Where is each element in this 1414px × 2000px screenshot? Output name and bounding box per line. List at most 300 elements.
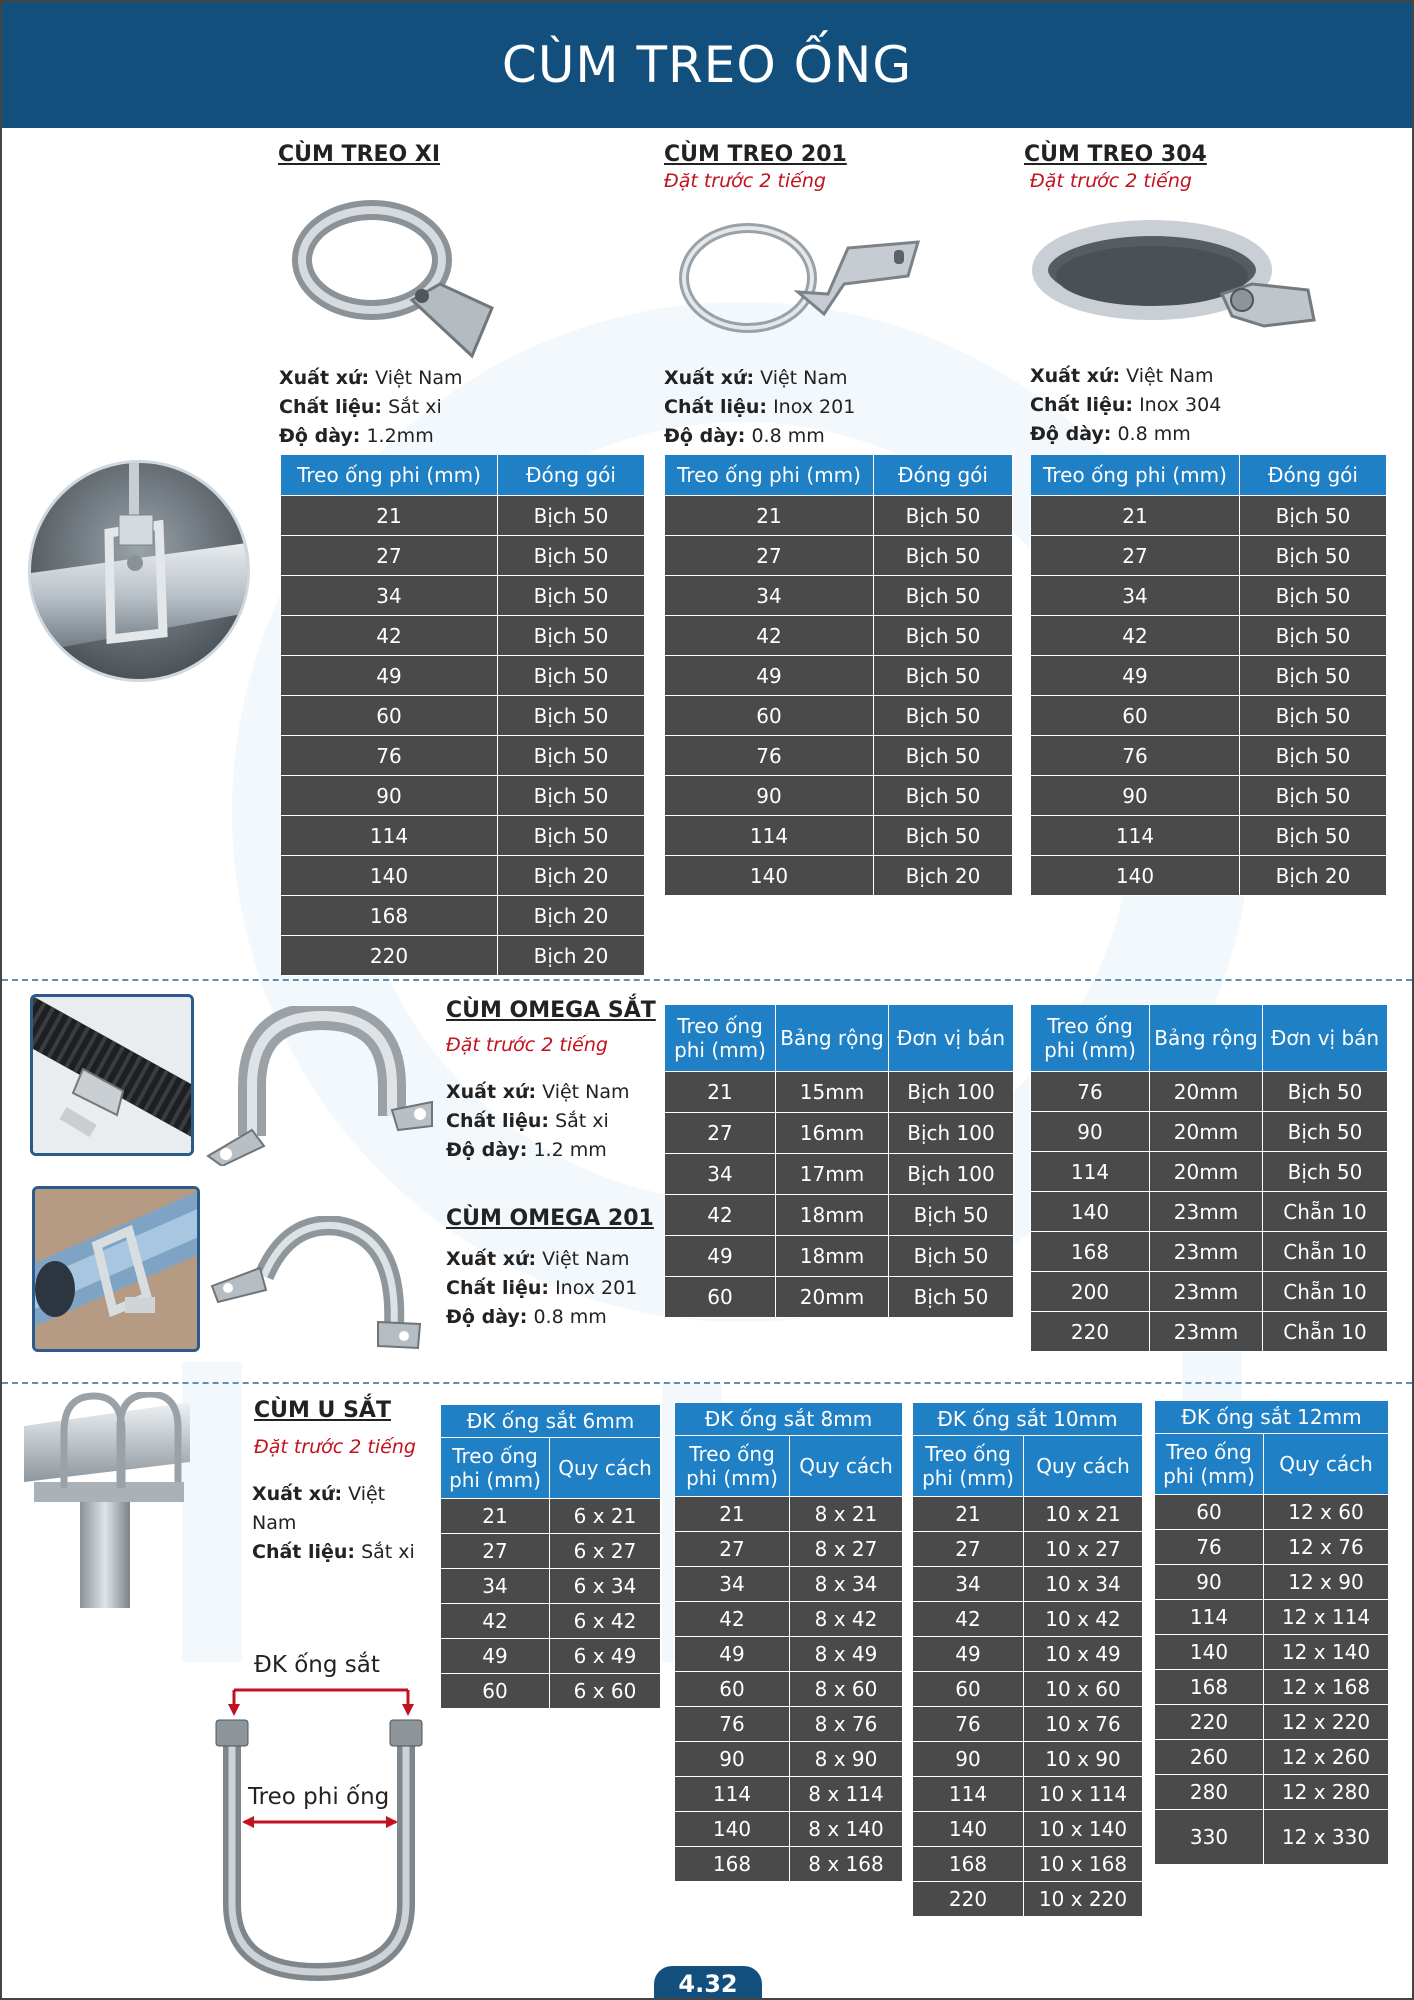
treo-xi-title: CÙM TREO XI — [278, 142, 441, 167]
table-cell: 20mm — [1150, 1112, 1263, 1152]
table-row — [665, 656, 1013, 696]
table-cell: 23mm — [1150, 1312, 1263, 1352]
page-title: CÙM TREO ỐNG — [501, 36, 913, 94]
table-row — [675, 1812, 903, 1847]
table-cell: 168 — [281, 896, 498, 936]
hanger-installed-photo — [28, 460, 250, 682]
table-row — [675, 1847, 903, 1882]
table-row — [665, 1154, 1014, 1195]
table-cell: 60 — [281, 696, 498, 736]
table-cell: Bịch 50 — [874, 736, 1013, 776]
table-cell: Bịch 50 — [889, 1236, 1014, 1277]
u-sat-title: CÙM U SẮT — [254, 1398, 391, 1423]
table-row — [675, 1602, 903, 1637]
table-cell: 23mm — [1150, 1192, 1263, 1232]
table-cell: Bịch 50 — [874, 616, 1013, 656]
u-table-12mm — [1154, 1400, 1389, 1865]
table-row — [1155, 1740, 1389, 1775]
treo-304-image — [1032, 208, 1322, 348]
table-cell: 6 x 34 — [550, 1569, 661, 1604]
treo-201-origin: Việt Nam — [760, 367, 848, 389]
table-row — [281, 936, 645, 976]
table-row — [665, 816, 1013, 856]
table-row — [1031, 1112, 1388, 1152]
u-sat-specs — [252, 1480, 422, 1567]
table-cell: 27 — [441, 1534, 550, 1569]
table-cell: 168 — [1031, 1232, 1150, 1272]
table-header-row — [1155, 1434, 1389, 1495]
table-cell: Bịch 50 — [889, 1195, 1014, 1236]
table-cell: 140 — [1031, 1192, 1150, 1232]
table-row — [665, 616, 1013, 656]
table-cell: 12 x 90 — [1264, 1565, 1389, 1600]
table-row — [913, 1707, 1143, 1742]
table-cell: Bịch 50 — [1240, 696, 1387, 736]
column-header: Đơn vị bán — [889, 1005, 1014, 1072]
table-cell: 34 — [913, 1567, 1024, 1602]
table-cell: 34 — [441, 1569, 550, 1604]
table-row — [1031, 1272, 1388, 1312]
table-cell: 15mm — [776, 1072, 889, 1113]
material-label: Chất liệu: — [446, 1110, 550, 1132]
table-cell: Bịch 20 — [498, 896, 645, 936]
table-cell: Chẵn 10 — [1263, 1232, 1388, 1272]
column-header: Đóng gói — [1240, 455, 1387, 496]
table-row — [281, 616, 645, 656]
table-row — [913, 1497, 1143, 1532]
table-header-row — [913, 1436, 1143, 1497]
table-cell: Bịch 20 — [498, 856, 645, 896]
table-cell: 10 x 27 — [1024, 1532, 1143, 1567]
table-title: ĐK ống sắt 12mm — [1155, 1401, 1389, 1434]
table-cell: 76 — [281, 736, 498, 776]
table-header-row — [665, 455, 1013, 496]
column-header: Đóng gói — [498, 455, 645, 496]
table-cell: 8 x 49 — [790, 1637, 903, 1672]
table-row — [281, 696, 645, 736]
table-row — [665, 496, 1013, 536]
table-cell: 49 — [1031, 656, 1240, 696]
table-row — [1031, 536, 1387, 576]
table-cell: 49 — [675, 1637, 790, 1672]
omega-sat-installed-photo — [30, 994, 194, 1156]
table-row — [1031, 496, 1387, 536]
table-cell: Chẵn 10 — [1263, 1272, 1388, 1312]
table-cell: 140 — [913, 1812, 1024, 1847]
table-cell: 27 — [665, 1113, 776, 1154]
table-cell: 76 — [913, 1707, 1024, 1742]
table-cell: 42 — [281, 616, 498, 656]
page-header — [2, 2, 1412, 128]
column-header: Đơn vị bán — [1263, 1005, 1388, 1072]
table-cell: 114 — [913, 1777, 1024, 1812]
table-cell: Bịch 50 — [498, 776, 645, 816]
table-cell: 90 — [281, 776, 498, 816]
table-title-row — [913, 1403, 1143, 1436]
column-header: Treo ống phi (mm) — [1031, 1005, 1150, 1072]
watermark-bar — [182, 1362, 242, 1662]
treo-xi-table — [280, 454, 645, 976]
table-row — [665, 1277, 1014, 1318]
treo-201-image — [668, 202, 928, 352]
table-cell: 12 x 76 — [1264, 1530, 1389, 1565]
table-cell: Bịch 50 — [498, 696, 645, 736]
table-cell: 23mm — [1150, 1232, 1263, 1272]
table-cell: 21 — [675, 1497, 790, 1532]
table-row — [1031, 776, 1387, 816]
omega-201-title: CÙM OMEGA 201 — [446, 1206, 654, 1231]
table-cell: 8 x 27 — [790, 1532, 903, 1567]
table-row — [441, 1604, 661, 1639]
table-cell: 10 x 168 — [1024, 1847, 1143, 1882]
table-cell: Bịch 50 — [498, 616, 645, 656]
table-row — [1031, 1192, 1388, 1232]
table-cell: 20mm — [1150, 1072, 1263, 1112]
table-cell: Bịch 50 — [874, 656, 1013, 696]
omega-sat-material: Sắt xi — [555, 1110, 609, 1132]
table-cell: 34 — [1031, 576, 1240, 616]
table-cell: 6 x 21 — [550, 1499, 661, 1534]
omega-201-origin: Việt Nam — [542, 1248, 630, 1270]
treo-xi-specs — [279, 364, 463, 451]
column-header: Treo ống phi (mm) — [675, 1436, 790, 1497]
table-cell: 60 — [1031, 696, 1240, 736]
table-row — [675, 1672, 903, 1707]
table-cell: Bịch 50 — [1240, 656, 1387, 696]
table-cell: 220 — [913, 1882, 1024, 1917]
table-cell: 21 — [665, 496, 874, 536]
table-cell: Bịch 100 — [889, 1072, 1014, 1113]
table-cell: 42 — [665, 616, 874, 656]
table-cell: 21 — [1031, 496, 1240, 536]
thickness-label: Độ dày: — [1030, 423, 1112, 445]
omega-201-material: Inox 201 — [555, 1277, 638, 1299]
table-cell: 6 x 49 — [550, 1639, 661, 1674]
table-cell: 12 x 330 — [1264, 1810, 1389, 1865]
column-header: Bảng rộng — [1150, 1005, 1263, 1072]
treo-201-note: Đặt trước 2 tiếng — [664, 170, 826, 192]
table-cell: 10 x 34 — [1024, 1567, 1143, 1602]
table-cell: 10 x 60 — [1024, 1672, 1143, 1707]
table-cell: 42 — [1031, 616, 1240, 656]
u-sat-material: Sắt xi — [361, 1541, 415, 1563]
table-cell: 21 — [913, 1497, 1024, 1532]
table-cell: 8 x 42 — [790, 1602, 903, 1637]
table-cell: 6 x 42 — [550, 1604, 661, 1639]
origin-label: Xuất xứ: — [446, 1248, 537, 1270]
table-cell: 10 x 220 — [1024, 1882, 1143, 1917]
table-cell: 260 — [1155, 1740, 1264, 1775]
table-cell: 42 — [913, 1602, 1024, 1637]
table-cell: 168 — [913, 1847, 1024, 1882]
table-cell: Bịch 50 — [874, 576, 1013, 616]
omega-201-thickness: 0.8 mm — [533, 1306, 607, 1328]
table-cell: 8 x 34 — [790, 1567, 903, 1602]
table-cell: 280 — [1155, 1775, 1264, 1810]
material-label: Chất liệu: — [664, 396, 768, 418]
table-row — [1155, 1810, 1389, 1865]
table-row — [1155, 1495, 1389, 1530]
table-cell: 220 — [1031, 1312, 1150, 1352]
table-cell: 60 — [1155, 1495, 1264, 1530]
table-cell: 42 — [675, 1602, 790, 1637]
table-header-row — [675, 1436, 903, 1497]
table-cell: 76 — [1031, 736, 1240, 776]
table-cell: 34 — [665, 1154, 776, 1195]
table-cell: Bịch 50 — [498, 576, 645, 616]
table-cell: Bịch 50 — [1240, 616, 1387, 656]
table-cell: 10 x 76 — [1024, 1707, 1143, 1742]
table-cell: 90 — [1031, 1112, 1150, 1152]
column-header: Treo ống phi (mm) — [665, 1005, 776, 1072]
table-row — [675, 1637, 903, 1672]
table-row — [675, 1532, 903, 1567]
table-row — [1031, 656, 1387, 696]
table-cell: 8 x 114 — [790, 1777, 903, 1812]
table-cell: 10 x 114 — [1024, 1777, 1143, 1812]
table-row — [281, 536, 645, 576]
table-cell: 114 — [665, 816, 874, 856]
table-cell: 60 — [665, 1277, 776, 1318]
table-cell: Bịch 50 — [498, 816, 645, 856]
table-header-row — [665, 1005, 1014, 1072]
column-header: Treo ống phi (mm) — [281, 455, 498, 496]
table-cell: Bịch 100 — [889, 1154, 1014, 1195]
u-bolt-installed-image — [24, 1392, 190, 1608]
table-cell: 27 — [281, 536, 498, 576]
table-row — [665, 576, 1013, 616]
table-row — [1155, 1775, 1389, 1810]
omega-sat-origin: Việt Nam — [542, 1081, 630, 1103]
table-row — [1155, 1705, 1389, 1740]
table-cell: Bịch 50 — [1240, 576, 1387, 616]
origin-label: Xuất xứ: — [446, 1081, 537, 1103]
material-label: Chất liệu: — [252, 1541, 356, 1563]
table-title-row — [441, 1405, 661, 1438]
table-cell: 17mm — [776, 1154, 889, 1195]
table-row — [665, 776, 1013, 816]
table-row — [1031, 1312, 1388, 1352]
table-cell: 12 x 220 — [1264, 1705, 1389, 1740]
treo-304-origin: Việt Nam — [1126, 365, 1214, 387]
table-title: ĐK ống sắt 10mm — [913, 1403, 1143, 1436]
table-row — [281, 576, 645, 616]
table-cell: Bịch 50 — [498, 656, 645, 696]
treo-xi-image — [282, 188, 518, 368]
column-header: Treo ống phi (mm) — [665, 455, 874, 496]
table-cell: 8 x 21 — [790, 1497, 903, 1532]
table-cell: 60 — [675, 1672, 790, 1707]
table-cell: 140 — [665, 856, 874, 896]
table-row — [913, 1532, 1143, 1567]
table-row — [1031, 616, 1387, 656]
table-cell: 114 — [281, 816, 498, 856]
table-cell: Chẵn 10 — [1263, 1192, 1388, 1232]
table-cell: Bịch 50 — [889, 1277, 1014, 1318]
omega-sat-specs — [446, 1078, 630, 1165]
table-cell: 8 x 168 — [790, 1847, 903, 1882]
table-cell: 10 x 21 — [1024, 1497, 1143, 1532]
table-cell: 114 — [1155, 1600, 1264, 1635]
treo-304-note: Đặt trước 2 tiếng — [1030, 170, 1192, 192]
table-cell: Bịch 50 — [874, 776, 1013, 816]
table-cell: 16mm — [776, 1113, 889, 1154]
table-cell: 76 — [665, 736, 874, 776]
table-cell: 10 x 140 — [1024, 1812, 1143, 1847]
thickness-label: Độ dày: — [279, 425, 361, 447]
table-cell: 76 — [675, 1707, 790, 1742]
table-cell: 18mm — [776, 1236, 889, 1277]
table-cell: 60 — [665, 696, 874, 736]
table-cell: 12 x 60 — [1264, 1495, 1389, 1530]
table-cell: 60 — [913, 1672, 1024, 1707]
table-row — [913, 1847, 1143, 1882]
table-cell: 42 — [441, 1604, 550, 1639]
treo-201-thickness: 0.8 mm — [751, 425, 825, 447]
table-cell: 76 — [1155, 1530, 1264, 1565]
table-cell: 49 — [665, 1236, 776, 1277]
table-cell: 90 — [1155, 1565, 1264, 1600]
omega-201-image — [208, 1216, 428, 1352]
table-cell: Bịch 50 — [1240, 776, 1387, 816]
treo-xi-material: Sắt xi — [388, 396, 442, 418]
table-row — [1031, 856, 1387, 896]
table-row — [675, 1707, 903, 1742]
omega-sat-title: CÙM OMEGA SẮT — [446, 998, 656, 1023]
table-cell: 20mm — [776, 1277, 889, 1318]
table-cell: 10 x 90 — [1024, 1742, 1143, 1777]
table-cell: 76 — [1031, 1072, 1150, 1112]
column-header: Treo ống phi (mm) — [1031, 455, 1240, 496]
table-cell: Bịch 50 — [1263, 1072, 1388, 1112]
table-cell: 27 — [675, 1532, 790, 1567]
table-cell: 27 — [913, 1532, 1024, 1567]
table-cell: 12 x 114 — [1264, 1600, 1389, 1635]
table-cell: Bịch 50 — [1240, 536, 1387, 576]
omega-sat-image — [202, 1006, 436, 1166]
table-cell: Bịch 20 — [498, 936, 645, 976]
treo-304-thickness: 0.8 mm — [1117, 423, 1191, 445]
table-cell: 60 — [441, 1674, 550, 1709]
table-row — [665, 1195, 1014, 1236]
table-cell: 27 — [1031, 536, 1240, 576]
table-cell: 140 — [281, 856, 498, 896]
treo-304-specs — [1030, 362, 1221, 449]
table-cell: 8 x 90 — [790, 1742, 903, 1777]
treo-304-material: Inox 304 — [1139, 394, 1222, 416]
omega-sat-note: Đặt trước 2 tiếng — [446, 1034, 608, 1056]
table-row — [665, 1113, 1014, 1154]
table-cell: 8 x 60 — [790, 1672, 903, 1707]
table-row — [281, 496, 645, 536]
table-row — [281, 816, 645, 856]
treo-201-title: CÙM TREO 201 — [664, 142, 847, 167]
thickness-label: Độ dày: — [664, 425, 746, 447]
table-row — [441, 1674, 661, 1709]
u-bolt-top-label: ĐK ống sắt — [254, 1652, 380, 1678]
table-cell: 8 x 76 — [790, 1707, 903, 1742]
table-row — [1031, 1072, 1388, 1112]
table-cell: Bịch 100 — [889, 1113, 1014, 1154]
table-cell: 220 — [1155, 1705, 1264, 1740]
table-row — [281, 776, 645, 816]
table-row — [665, 736, 1013, 776]
table-header-row — [1031, 455, 1387, 496]
thickness-label: Độ dày: — [446, 1306, 528, 1328]
u-sat-origin: Việt Nam — [252, 1483, 386, 1534]
table-cell: 90 — [675, 1742, 790, 1777]
material-label: Chất liệu: — [446, 1277, 550, 1299]
table-cell: 12 x 260 — [1264, 1740, 1389, 1775]
table-cell: 90 — [913, 1742, 1024, 1777]
table-title: ĐK ống sắt 6mm — [441, 1405, 661, 1438]
column-header: Bảng rộng — [776, 1005, 889, 1072]
table-cell: Bịch 50 — [874, 816, 1013, 856]
thickness-label: Độ dày: — [446, 1139, 528, 1161]
table-row — [675, 1567, 903, 1602]
table-row — [675, 1777, 903, 1812]
table-cell: 330 — [1155, 1810, 1264, 1865]
origin-label: Xuất xứ: — [1030, 365, 1121, 387]
table-row — [665, 856, 1013, 896]
table-row — [281, 656, 645, 696]
table-header-row — [441, 1438, 661, 1499]
table-cell: 12 x 140 — [1264, 1635, 1389, 1670]
table-cell: Chẵn 10 — [1263, 1312, 1388, 1352]
treo-304-table — [1030, 454, 1387, 896]
treo-304-title: CÙM TREO 304 — [1024, 142, 1207, 167]
column-header: Quy cách — [1024, 1436, 1143, 1497]
table-cell: 34 — [665, 576, 874, 616]
page-number-tab — [654, 1966, 762, 2000]
table-cell: Bịch 50 — [498, 736, 645, 776]
table-row — [665, 1072, 1014, 1113]
table-row — [913, 1742, 1143, 1777]
table-cell: 49 — [281, 656, 498, 696]
u-table-10mm — [912, 1402, 1143, 1917]
table-title-row — [1155, 1401, 1389, 1434]
table-header-row — [281, 455, 645, 496]
table-cell: 49 — [913, 1637, 1024, 1672]
table-cell: 23mm — [1150, 1272, 1263, 1312]
table-row — [1155, 1530, 1389, 1565]
table-cell: 90 — [1031, 776, 1240, 816]
table-row — [281, 736, 645, 776]
u-bolt-diagram — [192, 1642, 452, 1982]
table-cell: 114 — [1031, 1152, 1150, 1192]
table-row — [441, 1499, 661, 1534]
table-row — [281, 856, 645, 896]
table-row — [675, 1742, 903, 1777]
table-cell: 6 x 27 — [550, 1534, 661, 1569]
table-row — [675, 1497, 903, 1532]
table-cell: 12 x 280 — [1264, 1775, 1389, 1810]
table-cell: 140 — [1155, 1635, 1264, 1670]
origin-label: Xuất xứ: — [279, 367, 370, 389]
table-cell: 21 — [665, 1072, 776, 1113]
table-title-row — [675, 1403, 903, 1436]
omega-table-1 — [664, 1004, 1014, 1318]
origin-label: Xuất xứ: — [664, 367, 755, 389]
table-row — [913, 1777, 1143, 1812]
table-header-row — [1031, 1005, 1388, 1072]
table-cell: 6 x 60 — [550, 1674, 661, 1709]
table-row — [913, 1602, 1143, 1637]
section-divider — [2, 979, 1412, 981]
table-cell: Bịch 50 — [1240, 816, 1387, 856]
table-cell: Bịch 20 — [1240, 856, 1387, 896]
table-cell: 140 — [1031, 856, 1240, 896]
